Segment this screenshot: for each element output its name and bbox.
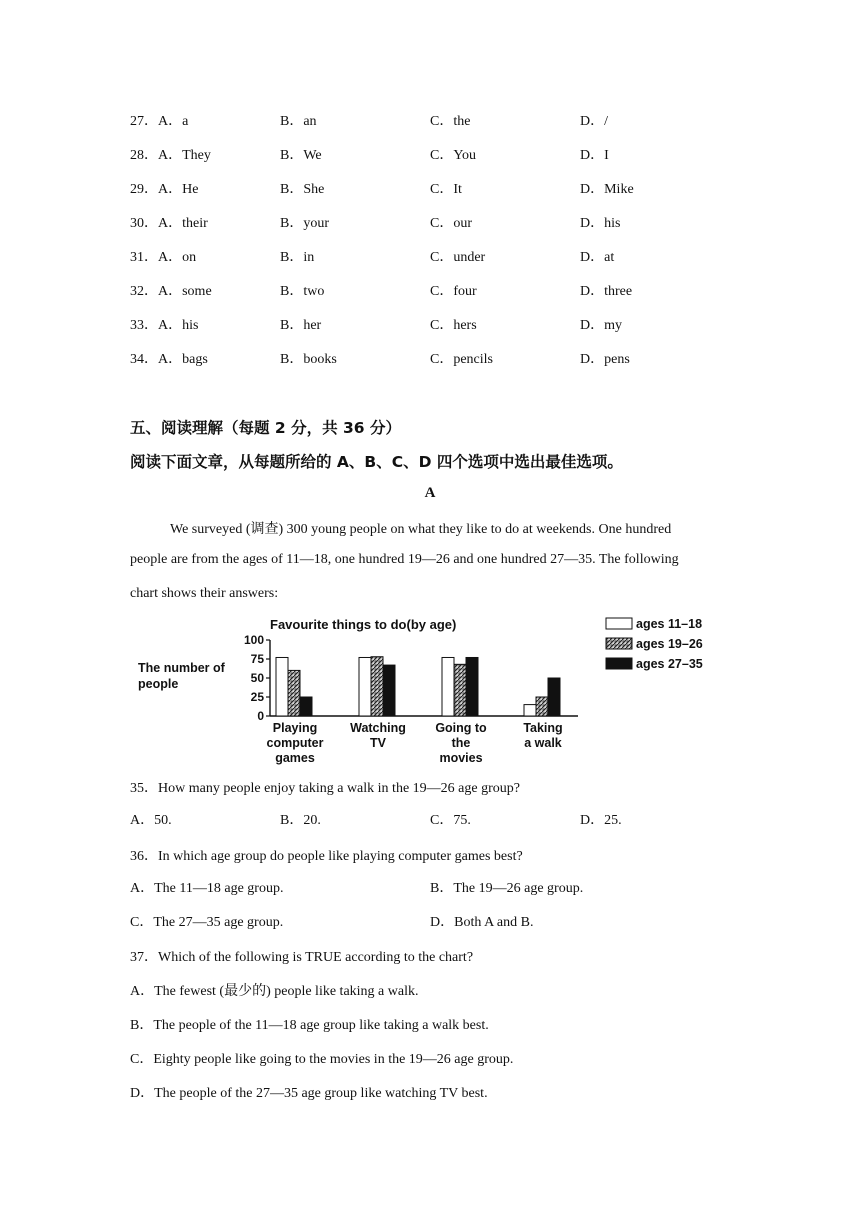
option-d: D．at xyxy=(580,250,615,265)
question-number: 34． xyxy=(130,352,158,367)
option-b: B．two xyxy=(280,284,325,299)
bar xyxy=(371,657,383,716)
y-tick-label: 0 xyxy=(257,709,264,723)
option-a xyxy=(130,146,211,166)
bar-chart xyxy=(130,608,730,770)
option-d: D．my xyxy=(580,318,622,333)
section-title: 五、阅读理解（每题 2 分，共 36 分） xyxy=(130,419,401,437)
option-d: D．pens xyxy=(580,352,630,367)
x-axis-labels xyxy=(267,721,563,765)
x-tick-label: Taking xyxy=(523,721,563,735)
bar xyxy=(442,657,454,716)
bar xyxy=(548,678,560,716)
option-a-text: A．bags xyxy=(158,352,208,367)
x-tick-label: games xyxy=(275,751,315,765)
question-number: 31． xyxy=(130,250,158,265)
option-c: C．75. xyxy=(430,813,471,828)
x-tick-label: Watching xyxy=(350,721,406,735)
chart-ylabel-line-2: people xyxy=(138,677,179,691)
legend-swatch xyxy=(606,618,632,629)
option-b: B．The 19—26 age group. xyxy=(430,881,584,896)
passage-line-1: We surveyed (调查) 300 young people on what they like to do at weekends. One hundred xyxy=(170,522,672,537)
option-a xyxy=(130,112,188,132)
option-row-34 xyxy=(130,350,750,370)
bar xyxy=(276,657,288,716)
y-tick-label: 75 xyxy=(250,652,264,666)
x-tick-label: Playing xyxy=(272,721,318,735)
passage-label: A xyxy=(424,485,436,501)
section-instruction: 阅读下面文章，从每题所给的 A、B、C、D 四个选项中选出最佳选项。 xyxy=(130,453,623,471)
legend-label: ages 11–18 xyxy=(636,617,703,631)
option-a-text: A．on xyxy=(158,250,197,265)
option-a xyxy=(130,180,198,200)
chart-legend xyxy=(606,617,703,671)
passage-line-3: chart shows their answers: xyxy=(130,586,279,601)
option-b: B．your xyxy=(280,216,329,231)
x-tick-label: movies xyxy=(439,751,483,765)
y-tick-label: 25 xyxy=(250,690,264,704)
option-row-31 xyxy=(130,248,750,268)
bar xyxy=(288,670,300,716)
option-a xyxy=(130,282,212,302)
question-number: 27． xyxy=(130,114,158,129)
question-36-options-row-1 xyxy=(130,879,750,899)
option-a xyxy=(130,248,196,268)
option-a-text: A．They xyxy=(158,148,211,163)
option-c: C．pencils xyxy=(430,352,493,367)
option-c: C．You xyxy=(430,148,477,163)
question-number: 30． xyxy=(130,216,158,231)
option-b: B．her xyxy=(280,318,322,333)
y-tick-label: 100 xyxy=(243,633,264,647)
bar xyxy=(300,697,312,716)
bar xyxy=(454,664,466,716)
option-c: C．under xyxy=(430,250,486,265)
option-d: D．25. xyxy=(580,813,622,828)
x-tick-label: the xyxy=(451,736,471,750)
option-b: B．She xyxy=(280,182,325,197)
chart-title: Favourite things to do(by age) xyxy=(270,617,457,632)
option-a: A．The 11—18 age group. xyxy=(130,881,284,896)
question-number: 33． xyxy=(130,318,158,333)
question-number: 32． xyxy=(130,284,158,299)
option-a xyxy=(130,316,198,336)
option-b: B．The people of the 11—18 age group like taking a walk best. xyxy=(130,1018,489,1033)
option-c: C．Eighty people like going to the movies in the 19—26 age group. xyxy=(130,1052,514,1067)
question-35-stem: 35．How many people enjoy taking a walk in the 19—26 age group? xyxy=(130,781,520,796)
legend-label: ages 19–26 xyxy=(636,637,703,651)
option-d: D．I xyxy=(580,148,609,163)
option-c: C．The 27—35 age group. xyxy=(130,915,284,930)
bar xyxy=(359,657,371,716)
y-tick-label: 50 xyxy=(250,671,264,685)
option-d: D．The people of the 27—35 age group like watching TV best. xyxy=(130,1086,488,1101)
option-a xyxy=(130,214,208,234)
option-b: B．in xyxy=(280,250,315,265)
question-number: 29． xyxy=(130,182,158,197)
option-c: C．our xyxy=(430,216,472,231)
option-d: D．three xyxy=(580,284,633,299)
option-c: C．hers xyxy=(430,318,477,333)
option-b: B．books xyxy=(280,352,337,367)
question-36-options-row-2 xyxy=(130,913,750,933)
option-b: B．an xyxy=(280,114,317,129)
chart-ylabel-line-1: The number of xyxy=(138,661,225,675)
bar xyxy=(383,665,395,716)
option-d: D．Mike xyxy=(580,182,634,197)
passage-line-2: people are from the ages of 11—18, one hundred 19—26 and one hundred 27—35. The following xyxy=(130,552,679,567)
option-a: A．50. xyxy=(130,813,172,828)
option-a-text: A．a xyxy=(158,114,189,129)
option-row-28 xyxy=(130,146,750,166)
bar xyxy=(466,657,478,716)
option-a-text: A．his xyxy=(158,318,199,333)
question-35-options xyxy=(130,811,750,831)
legend-label: ages 27–35 xyxy=(636,657,703,671)
x-tick-label: computer xyxy=(266,736,324,750)
option-c: C．four xyxy=(430,284,477,299)
question-36-stem: 36．In which age group do people like playing computer games best? xyxy=(130,849,523,864)
option-d: D．Both A and B. xyxy=(430,915,534,930)
option-row-30 xyxy=(130,214,750,234)
legend-swatch xyxy=(606,658,632,669)
option-b: B．We xyxy=(280,148,322,163)
option-a-text: A．He xyxy=(158,182,199,197)
option-c: C．It xyxy=(430,182,462,197)
option-row-33 xyxy=(130,316,750,336)
bars xyxy=(276,657,560,716)
x-tick-label: a walk xyxy=(524,736,562,750)
question-number: 28． xyxy=(130,148,158,163)
option-b: B．20. xyxy=(280,813,321,828)
option-row-29 xyxy=(130,180,750,200)
option-a-text: A．their xyxy=(158,216,208,231)
option-row-32 xyxy=(130,282,750,302)
option-a xyxy=(130,350,208,370)
legend-swatch xyxy=(606,638,632,649)
option-a-text: A．some xyxy=(158,284,212,299)
bar xyxy=(536,697,548,716)
option-c: C．the xyxy=(430,114,471,129)
question-37-stem: 37．Which of the following is TRUE according to the chart? xyxy=(130,950,474,965)
option-d: D．/ xyxy=(580,114,608,129)
option-a: A．The fewest (最少的) people like taking a walk. xyxy=(130,984,419,999)
option-d: D．his xyxy=(580,216,621,231)
x-tick-label: TV xyxy=(370,736,386,750)
option-row-27 xyxy=(130,112,750,132)
bar xyxy=(524,705,536,716)
x-tick-label: Going to xyxy=(435,721,487,735)
